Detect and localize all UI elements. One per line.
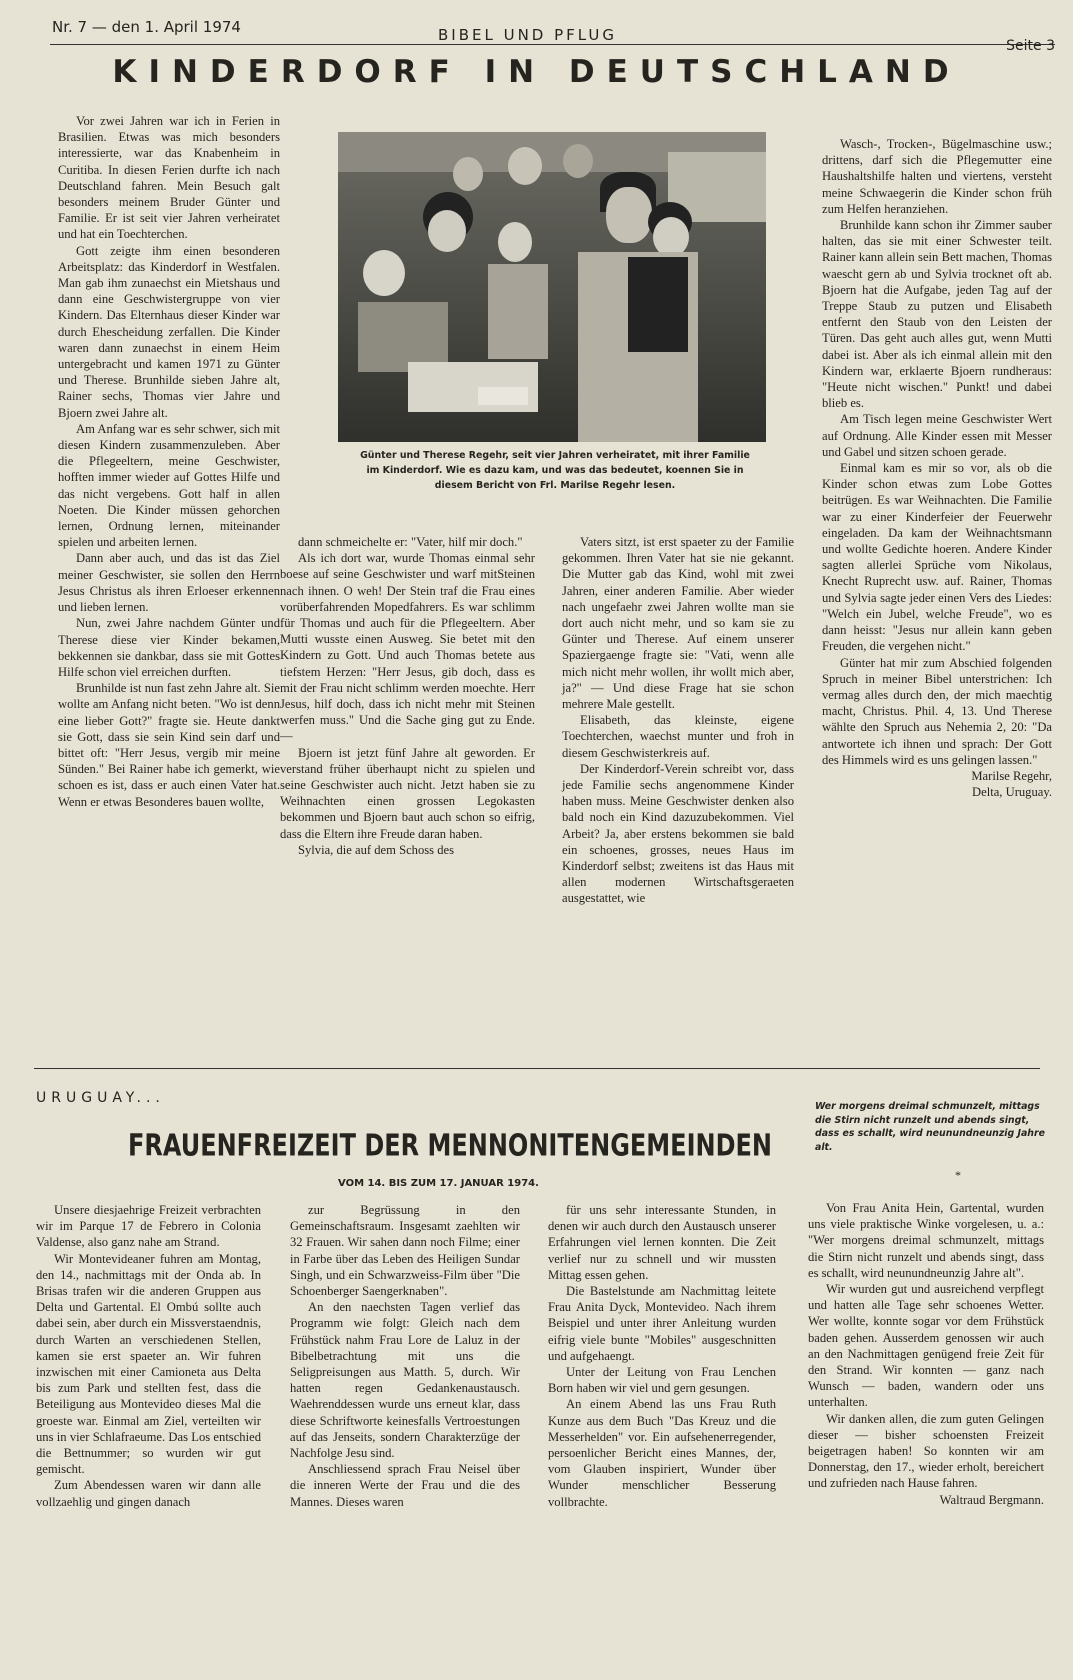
article2-column-4 [808, 1200, 1044, 1508]
paragraph: Dann aber auch, und das ist das Ziel meiner Geschwister, sie sollen den Herrn Jesus Christus als ihren Erloeser erkennen und lieben lernen. [58, 551, 280, 615]
paragraph: Wir danken allen, die zum guten Gelingen dieser — bisher schoensten Freizeit beigetragen haben! So konnten wir am Donnerstag, den 17., wieder erholt, bereichert und zufrieden nach Hause fahren. [808, 1411, 1044, 1491]
paragraph: Nun, zwei Jahre nachdem Günter und Therese diese vier Kinder bekamen, bekkennen sie dankbar, dass sie mit Gottes Hilfe schon viel erreichen durften. [58, 616, 280, 679]
paragraph: Vor zwei Jahren war ich in Ferien in Brasilien. Etwas was mich besonders interessierte, war das Knabenheim in Curitiba. In diesen Ferien durfte ich nach Deutschland fahren. Mein Besuch galt besonders meinem Bruder Günter und Familie. Er ist seit vier Jahren verheiratet und hat ein Toechterchen. [58, 114, 280, 242]
paragraph: Vaters sitzt, ist erst spaeter zu der Familie gekommen. Ihren Vater hat sie nie gekannt. Die Mutter gab das Kind, wohl mit zwei Jahren, einer anderen Familie. Aber wieder nach ungefaehr zwei Jahren wollte man sie dort auch nicht mehr, und so kam sie zu Günter und Therese. Auf einem unserer Spaziergaenge fragte sie: "Vati, wenn alle mich nicht mehr wollen, ihr wollt mich aber, ja?" — Und diese Frage hat sie schon mehrere Male gestellt. [562, 535, 794, 712]
paragraph: Anschliessend sprach Frau Neisel über die inneren Werte der Frau und die des Mannes. Dieses waren [290, 1462, 520, 1509]
paragraph: Von Frau Anita Hein, Gartental, wurden uns viele praktische Winke vorgelesen, u. a.: "Wer morgens dreimal schmunzelt, mittags die Stirn nicht runzelt und abends singt, dass es schallt, wird neunundneunzig Jahre alt". [808, 1201, 1044, 1280]
paragraph: Wir wurden gut und ausreichend verpflegt und hatten alle Tage sehr schoenes Wetter. Wer wollte, konnte sogar vor dem Frühstück baden gehen. Ausserdem genossen wir auch an den Nachmittagen genügend freie Zeit für den Strand. Wir konnten — ganz nach Wunsch — baden, wandern oder uns unterhalten. [808, 1282, 1044, 1410]
paragraph: Bjoern ist jetzt fünf Jahre alt geworden. Er verstand früher überhaupt nicht zu spielen und seine Geschwister auch nicht. Jetzt haben sie zu Weihnachten einen grossen Legokasten bekommen und Bjoern baut auch schon so eifrig, dass die Eltern ihre Freude daran haben. [280, 745, 535, 841]
paragraph: Einmal kam es mir so vor, als ob die Kinder schon etwas zum Lobe Gottes beitrügen. Es war Weihnachten. Die Familie war zu einer Kinderfeier der Feuerwehr eingeladen. Da kam der Weihnachtsmann und wollte Gedichte hoeren. Andere Kinder sagten allerlei Sprüche vom Nikolaus, Knecht Ruprecht usw. auf. Rainer, Thomas und Sylvia sagte jeder einen Vers des Liedes: "Welch ein Jubel, welche Freude", wo es dann heisst: "Jesus nur allein kann geben Freuden, die vergehen nicht." [822, 461, 1052, 654]
masthead: BIBEL UND PFLUG [438, 26, 618, 44]
paragraph: Elisabeth, das kleinste, eigene Toechterchen, waechst munter und froh in diesem Geschwisterkreis auf. [562, 713, 794, 760]
paragraph: Günter hat mir zum Abschied folgenden Spruch in meiner Bibel unterstrichen: Ich vermag alles durch den, der mich maechtig macht, Christus. Phil. 4, 13. Und Therese wählte den Spruch aus Nehemia 2, 20: "Da antwortete ich ihnen und sprach: Der Gott des Himmels wird es uns gelingen lassen." [822, 655, 1052, 767]
article2-column-1 [36, 1202, 261, 1510]
paragraph: Am Anfang war es sehr schwer, sich mit diesen Kindern zusammenzuleben. Aber die Pflegeeltern, meine Geschwister, hofften immer wieder auf Gottes Hilfe und das nicht vergebens. Gott half in allen Noeten. Die Kinder müssen gehorchen lernen, Ordnung lernen, miteinander spielen und arbeiten lernen. [58, 421, 280, 550]
paragraph: zur Begrüssung in den Gemeinschaftsraum. Insgesamt zaehlten wir 32 Frauen. Wir sahen dann noch Filme; einer in Farbe über das Leben des Heiligen Sundar Singh, und ein Schwarzweiss-Film über "Die Schoenberger Saengerknaben". [290, 1203, 520, 1299]
photo-caption: Günter und Therese Regehr, seit vier Jahren verheiratet, mit ihrer Familie im Kinderdorf. Wie es dazu kam, und was das bedeutet, koennen Sie in diesem Bericht von Frl. Marilse Regehr lesen. [360, 450, 750, 491]
paragraph: Unsere diesjaehrige Freizeit verbrachten wir im Parque 17 de Febrero in Colonia Valdense, also ganz nahe am Strand. [36, 1203, 261, 1250]
paragraph: dann schmeichelte er: "Vater, hilf mir doch." [298, 535, 523, 549]
article1-column-2 [280, 534, 535, 858]
paragraph: Gott zeigte ihm einen besonderen Arbeitsplatz: das Kinderdorf in Westfalen. Man gab ihm zunaechst ein Mietshaus und dann eine Geschwistergruppe von vier Kindern. Das Elternhaus dieser Kinder war durch Ehescheidung zerfallen. Die Kinder waren dann zunaechst in einem Heim untergebracht und kamen 1971 zu Günter und Therese. Brunhilde sieben Jahre alt, Rainer sechs, Thomas vier Jahre und Bjoern zwei Jahre alt. [58, 243, 280, 420]
issue-number: Nr. 7 — den 1. April 1974 [52, 18, 241, 36]
article-subtitle: VOM 14. BIS ZUM 17. JANUAR 1974. [338, 1178, 539, 1189]
paragraph: An den naechsten Tagen verlief das Programm wie folgt: Gleich nach dem Frühstück nahm Frau Lore de Laluz in der Bibelbetrachtung mit uns die Seligpreisungen aus Matth. 5, durch. Wir hatten regen Gedankenaustausch. Waehrenddessen wurde uns erneut klar, dass diese Schriftworte keinesfalls Vertroestungen auf das Jenseits, sondern Charakterzüge der Nachfolge Jesu sind. [290, 1300, 520, 1461]
author-signature: Waltraud Bergmann. [939, 1492, 1044, 1507]
asterisk-ornament: * [955, 1168, 961, 1182]
family-photo [338, 132, 766, 442]
paragraph: Wasch-, Trocken-, Bügelmaschine usw.; drittens, darf sich die Pflegemutter eine Haushaltshilfe halten und viertens, versteht meine Schwaegerin die Kinder schon früh zum Helfen heranziehen. [822, 137, 1052, 216]
paragraph: Am Tisch legen meine Geschwister Wert auf Ordnung. Alle Kinder essen mit Messer und Gabel und sitzen schoen gerade. [822, 412, 1052, 459]
paragraph: für uns sehr interessante Stunden, in denen wir auch durch den Austausch unserer Erfahrungen viel lernen konnten. Die Zeit verlief nur zu schnell und wir mussten Mittag essen gehen. [548, 1203, 776, 1282]
article2-column-2 [290, 1202, 520, 1510]
paragraph: Sylvia, die auf dem Schoss des [298, 842, 455, 857]
paragraph: Unter der Leitung von Frau Lenchen Born haben wir viel und gern gesungen. [548, 1365, 776, 1396]
motto-box: Wer morgens dreimal schmunzelt, mittags die Stirn nicht runzelt und abends singt, dass es schallt, wird neunundneunzig Jahre alt. [815, 1101, 1045, 1153]
page-header [50, 18, 1055, 54]
paragraph: Brunhilde kann schon ihr Zimmer sauber halten, das sie mit einer Schwester teilt. Rainer kann allein sein Bett machen, Thomas waescht gern ab und Sylvia trocknet oft ab. Bjoern hat die Aufgabe, jeden Tag auf der Treppe Staub zu putzen und Elisabeth entfernt den Staub von den Leisten der Türen. Das geht auch alles gut, wenn Mutti dabei ist. Aber als ich einmal allein mit den Kindern war, erklaerte Bjoern rundheraus: "Heute nicht wischen." Punkt! und dabei blieb es. [822, 218, 1052, 411]
article1-column-4 [822, 136, 1052, 800]
page-number: Seite 3 [1006, 38, 1055, 54]
paragraph: Wir Montevideaner fuhren am Montag, den 14., nachmittags mit der Onda ab. In Brisas trafen wir die anderen Gruppen aus Delta und Gartental. El Ombú sollte auch dabei sein, aber durch ein Missverstaendnis, durch Warten an verschiedenen Stellen, kamen sie erst spaeter an. Wir fuhren inzwischen mit einer Camioneta aus Delta bis zum Park und stellten fest, dass die Beteiligung aus Montevideo dieses Mal die groeste war. Einmal am Ziel, verteilten wir uns in vier Schlafraeume. Das Los entschied die Bettnummer; so wurden wir gut gemischt. [36, 1251, 261, 1477]
article1-column-3 [562, 534, 794, 907]
article2-column-3 [548, 1202, 776, 1510]
article-title: KINDERDORF IN DEUTSCHLAND [112, 54, 961, 90]
author-signature: Marilse Regehr, [971, 768, 1052, 783]
paragraph: Als ich dort war, wurde Thomas einmal sehr boese auf seine Geschwister und warf mitSteinen nach ihnen. O weh! Der Stein traf die Frau eines vorüberfahrenden Mopedfahrers. Es war schlimm für Thomas und auch für die Pflegeeltern. Aber Mutti wusste einen Ausweg. Sie betet mit den Kindern zu Gott. Und auch Thomas betete aus tiefstem Herzen: "Herr Jesus, gib doch, dass es mit der Frau nicht schlimm werden moechte. Herr Jesus, hilf doch, dass ich nicht mehr mit Steinen werfen muss." Und die Sache ging gut zu Ende. — [280, 551, 535, 744]
paragraph: An einem Abend las uns Frau Ruth Kunze aus dem Buch "Das Kreuz und die Messerhelden" vor. Ein aufsehenerregender, persoenlicher Bericht eines Mannes, der, vom Glauben inspiriert, Wunder über Wunder menschlicher Besserung vollbrachte. [548, 1397, 776, 1509]
article1-column-1 [58, 113, 280, 810]
section-label: URUGUAY... [36, 1090, 165, 1106]
author-location: Delta, Uruguay. [972, 785, 1052, 800]
paragraph: Die Bastelstunde am Nachmittag leitete Frau Anita Dyck, Montevideo. Nach ihrem Beispiel und unter ihrer Anleitung wurden eifrig viele bunte "Mobiles" ausgeschnitten und aufgehaengt. [548, 1284, 776, 1363]
paragraph: Der Kinderdorf-Verein schreibt vor, dass jede Familie sechs angenommene Kinder haben muss. Meine Geschwister denken also bald noch ein Kind dazuzubekommen. Viel Arbeit? Ja, aber erstens bekommen sie bald ein schoenes, grosses, neues Haus im Kinderdorf selbst; zweitens ist das Haus mit allen modernen Wirtschaftsgeraeten ausgestattet, wie [562, 761, 794, 906]
section-divider [34, 1068, 1040, 1069]
paragraph: Zum Abendessen waren wir dann alle vollzaehlig und gingen danach [36, 1478, 261, 1509]
article-title: FRAUENFREIZEIT DER MENNONITENGEMEINDEN [128, 1128, 772, 1163]
paragraph: Brunhilde ist nun fast zehn Jahre alt. Sie wollte am Anfang nicht beten. "Wo ist denn eine lieber Gott?" fragte sie. Heute dankt sie Gott, dass sie sein Kind sein darf und bittet oft: "Herr Jesus, vergib mir meine Sünden." Bei Rainer habe ich gemerkt, wie schoen es ist, dass er auch einen Vater hat. Wenn er etwas Besonderes bauen wollte, [58, 681, 280, 809]
